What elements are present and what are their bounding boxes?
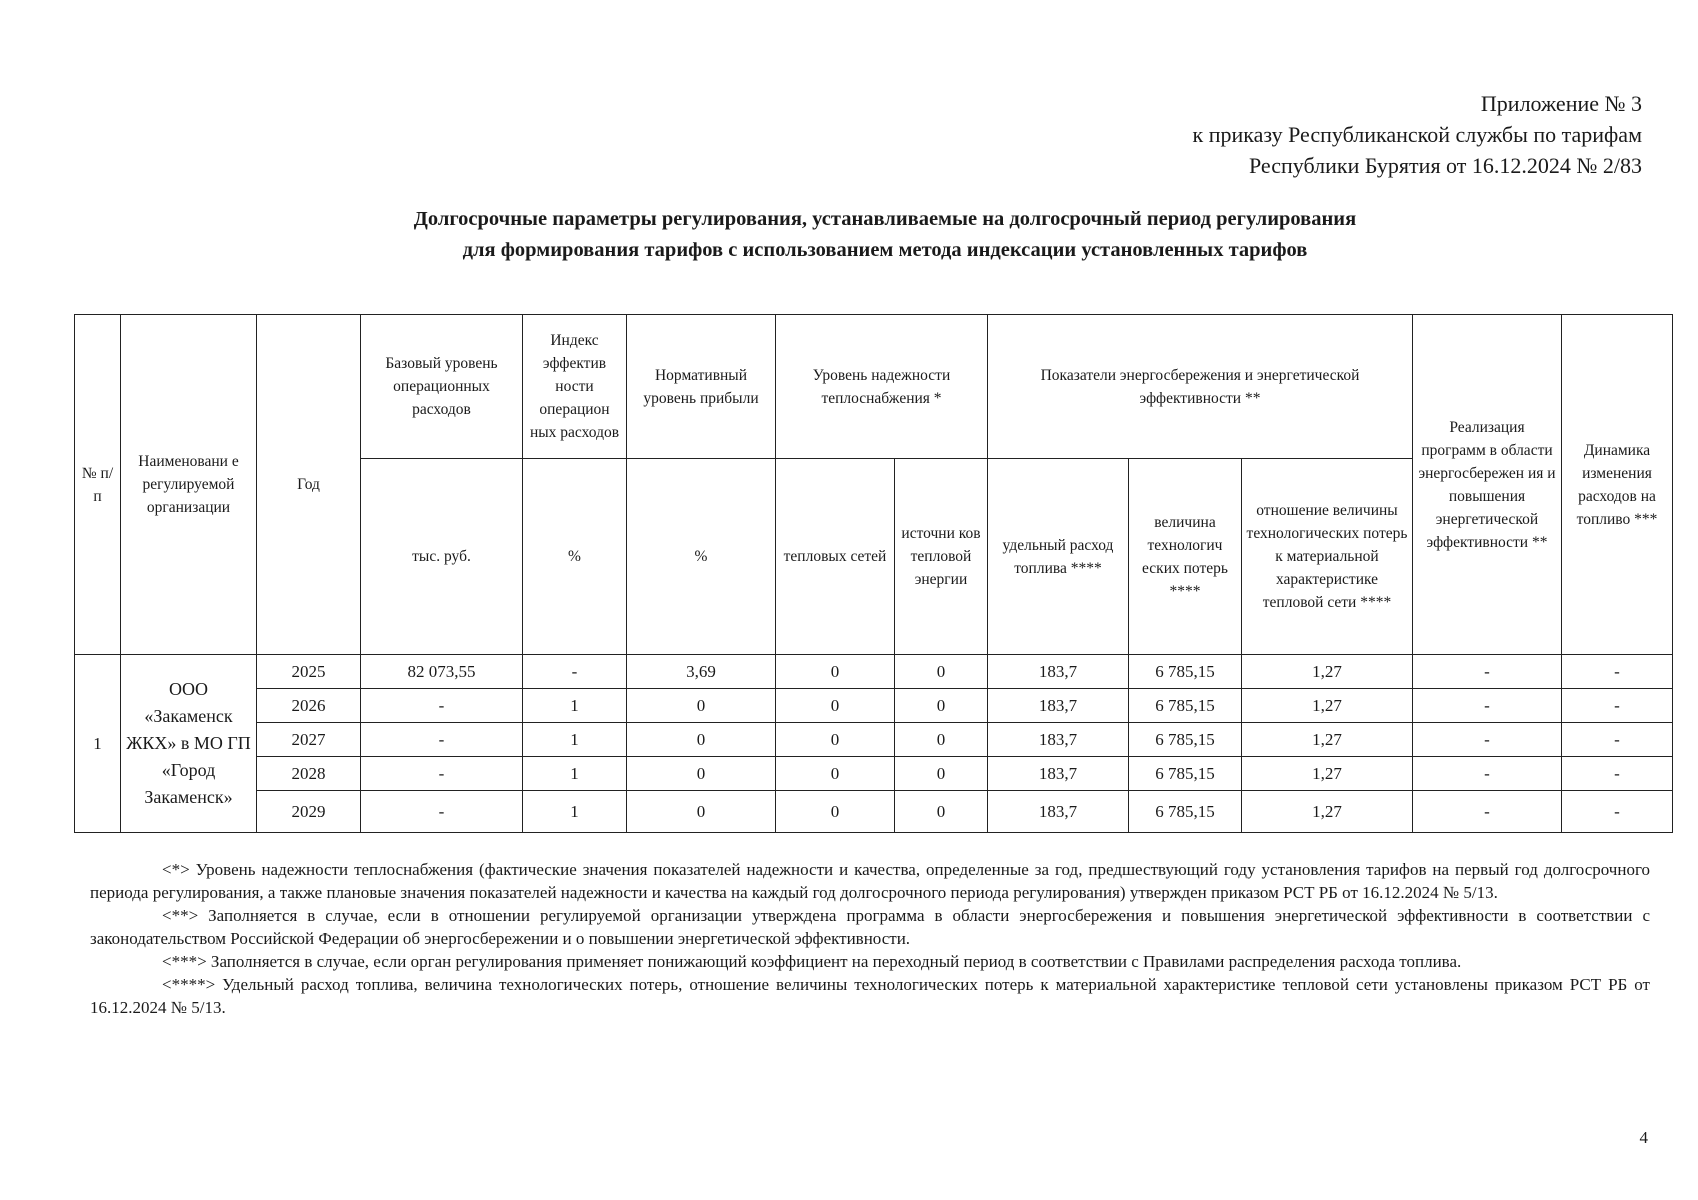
cell-ratio: 1,27 bbox=[1242, 689, 1413, 723]
cell-base: - bbox=[361, 757, 523, 791]
appendix-header bbox=[1193, 88, 1642, 181]
cell-ratio: 1,27 bbox=[1242, 791, 1413, 833]
cell-base: 82 073,55 bbox=[361, 655, 523, 689]
cell-programs: - bbox=[1413, 791, 1562, 833]
cell-year: 2025 bbox=[257, 655, 361, 689]
footnote-fuel-coefficient: <***> Заполняется в случае, если орган регулирования применяет понижающий коэффициент на переходный период в соответствии с Правилами распределения расхода топлива. bbox=[162, 952, 1462, 971]
cell-rel-networks: 0 bbox=[776, 723, 895, 757]
cell-rel-sources: 0 bbox=[895, 791, 988, 833]
cell-index: 1 bbox=[523, 723, 627, 757]
cell-index: 1 bbox=[523, 791, 627, 833]
cell-rel-sources: 0 bbox=[895, 757, 988, 791]
header-base: Базовый уровень операционных расходов bbox=[361, 315, 523, 459]
cell-losses: 6 785,15 bbox=[1129, 689, 1242, 723]
header-fuel-dynamics: Динамика изменения расходов на топливо *** bbox=[1562, 315, 1673, 655]
footnote-energy-saving: <**> Заполняется в случае, если в отношении регулируемой организации утверждена программа в области энергосбережения и повышения энергетической эффективности в соответствии с законодательством Российской Федерации об энергосбережении и о повышении энергетической эффективности. bbox=[90, 906, 1650, 948]
header-org: Наименовани е регулируемой организации bbox=[121, 315, 257, 655]
cell-rel-networks: 0 bbox=[776, 655, 895, 689]
appendix-line-3: Республики Бурятия от 16.12.2024 № 2/83 bbox=[1248, 153, 1642, 178]
header-programs: Реализация программ в области энергосбережен ия и повышения энергетической эффективности ** bbox=[1413, 315, 1562, 655]
cell-fuel-rate: 183,7 bbox=[988, 757, 1129, 791]
cell-fuel-dynamics: - bbox=[1562, 689, 1673, 723]
footnotes bbox=[90, 858, 1650, 1019]
header-index: Индекс эффектив ности операцион ных расходов bbox=[523, 315, 627, 459]
parameters-table bbox=[74, 314, 1673, 833]
page-number: 4 bbox=[1639, 1128, 1648, 1147]
cell-base: - bbox=[361, 689, 523, 723]
header-year: Год bbox=[257, 315, 361, 655]
cell-programs: - bbox=[1413, 689, 1562, 723]
footnote-reliability: <*> Уровень надежности теплоснабжения (фактические значения показателей надежности и качества, определенные за год, предшествующий году установления тарифов на первый год долгосрочного периода регулирования, а также плановые значения показателей надежности и качества на каждый год долгосрочного периода регулирования) утвержден приказом РСТ РБ от 16.12.2024 № 5/13. bbox=[90, 860, 1650, 902]
cell-losses: 6 785,15 bbox=[1129, 791, 1242, 833]
cell-year: 2028 bbox=[257, 757, 361, 791]
cell-index: - bbox=[523, 655, 627, 689]
cell-ratio: 1,27 bbox=[1242, 723, 1413, 757]
header-index-unit: % bbox=[523, 459, 627, 655]
cell-profit: 0 bbox=[627, 757, 776, 791]
cell-base: - bbox=[361, 723, 523, 757]
cell-fuel-rate: 183,7 bbox=[988, 689, 1129, 723]
table-row bbox=[75, 689, 1673, 723]
cell-rel-networks: 0 bbox=[776, 791, 895, 833]
cell-year: 2026 bbox=[257, 689, 361, 723]
cell-profit: 3,69 bbox=[627, 655, 776, 689]
header-rel-networks: тепловых сетей bbox=[776, 459, 895, 655]
appendix-line-2: к приказу Республиканской службы по тарифам bbox=[1192, 122, 1642, 147]
cell-profit: 0 bbox=[627, 791, 776, 833]
header-profit-unit: % bbox=[627, 459, 776, 655]
header-fuel-rate: удельный расход топлива **** bbox=[988, 459, 1129, 655]
cell-fuel-dynamics: - bbox=[1562, 791, 1673, 833]
cell-ratio: 1,27 bbox=[1242, 655, 1413, 689]
cell-fuel-dynamics: - bbox=[1562, 655, 1673, 689]
cell-index: 1 bbox=[523, 689, 627, 723]
cell-fuel-dynamics: - bbox=[1562, 757, 1673, 791]
cell-programs: - bbox=[1413, 723, 1562, 757]
cell-profit: 0 bbox=[627, 689, 776, 723]
cell-rel-sources: 0 bbox=[895, 655, 988, 689]
header-reliability: Уровень надежности теплоснабжения * bbox=[776, 315, 988, 459]
cell-profit: 0 bbox=[627, 723, 776, 757]
header-energy: Показатели энергосбережения и энергетической эффективности ** bbox=[988, 315, 1413, 459]
header-base-unit: тыс. руб. bbox=[361, 459, 523, 655]
header-rel-sources: источни ков тепловой энергии bbox=[895, 459, 988, 655]
cell-losses: 6 785,15 bbox=[1129, 723, 1242, 757]
header-profit: Нормативный уровень прибыли bbox=[627, 315, 776, 459]
cell-fuel-rate: 183,7 bbox=[988, 791, 1129, 833]
cell-index: 1 bbox=[523, 757, 627, 791]
title-line-2: для формирования тарифов с использованием метода индексации установленных тарифов bbox=[462, 239, 1308, 261]
title-line-1: Долгосрочные параметры регулирования, устанавливаемые на долгосрочный период регулирования bbox=[413, 208, 1357, 230]
cell-losses: 6 785,15 bbox=[1129, 757, 1242, 791]
footnote-fuel-rate: <****> Удельный расход топлива, величина технологических потерь, отношение величины технологических потерь к материальной характеристике тепловой сети установлены приказом РСТ РБ от 16.12.2024 № 5/13. bbox=[90, 975, 1650, 1017]
cell-rel-networks: 0 bbox=[776, 689, 895, 723]
cell-rel-sources: 0 bbox=[895, 689, 988, 723]
table-row bbox=[75, 791, 1673, 833]
header-ratio: отношение величины технологических потерь к материальной характеристике тепловой сети **** bbox=[1242, 459, 1413, 655]
cell-fuel-dynamics: - bbox=[1562, 723, 1673, 757]
cell-losses: 6 785,15 bbox=[1129, 655, 1242, 689]
header-num: № п/ п bbox=[75, 315, 121, 655]
cell-rel-sources: 0 bbox=[895, 723, 988, 757]
cell-programs: - bbox=[1413, 655, 1562, 689]
document-title bbox=[0, 204, 1698, 266]
cell-base: - bbox=[361, 791, 523, 833]
appendix-line-1: Приложение № 3 bbox=[1480, 91, 1642, 116]
cell-fuel-rate: 183,7 bbox=[988, 723, 1129, 757]
organization-name: ООО «Закаменск ЖКХ» в МО ГП «Город Закаменск» bbox=[121, 655, 257, 833]
cell-programs: - bbox=[1413, 757, 1562, 791]
cell-year: 2029 bbox=[257, 791, 361, 833]
table-row bbox=[75, 655, 1673, 689]
table-row bbox=[75, 757, 1673, 791]
cell-fuel-rate: 183,7 bbox=[988, 655, 1129, 689]
cell-rel-networks: 0 bbox=[776, 757, 895, 791]
header-losses: величина технологич еских потерь **** bbox=[1129, 459, 1242, 655]
cell-year: 2027 bbox=[257, 723, 361, 757]
table-row bbox=[75, 723, 1673, 757]
row-number: 1 bbox=[75, 655, 121, 833]
cell-ratio: 1,27 bbox=[1242, 757, 1413, 791]
